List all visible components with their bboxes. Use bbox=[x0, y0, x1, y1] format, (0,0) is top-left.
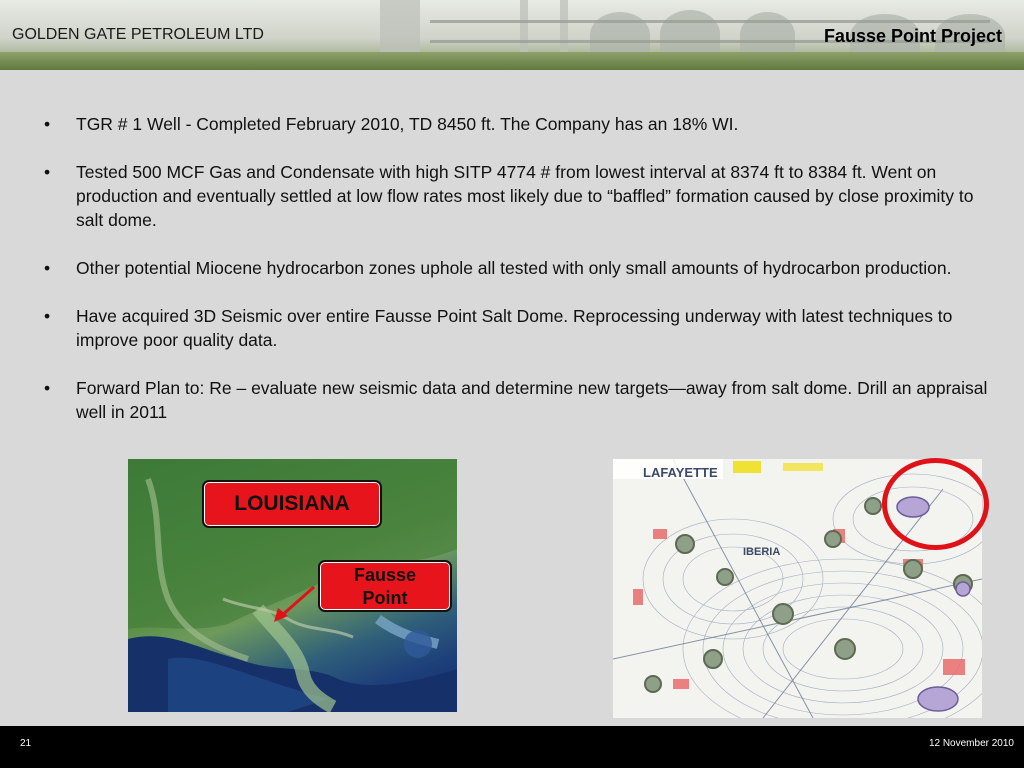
bullet-marker: • bbox=[44, 162, 51, 182]
bullet-item bbox=[44, 376, 994, 424]
louisiana-label: LOUISIANA bbox=[202, 480, 382, 528]
fausse-point-label bbox=[318, 560, 452, 612]
footer-bar bbox=[0, 726, 1024, 768]
bullet-item bbox=[44, 112, 994, 136]
highlight-circle bbox=[882, 458, 989, 550]
background-tank bbox=[660, 10, 720, 58]
bullet-marker: • bbox=[44, 306, 51, 326]
background-structure bbox=[380, 0, 420, 55]
page-number: 21 bbox=[20, 738, 32, 749]
bullet-text: TGR # 1 Well - Completed February 2010, TD 8450 ft. The Company has an 18% WI. bbox=[76, 114, 739, 134]
bullet-text: Tested 500 MCF Gas and Condensate with high SITP 4774 # from lowest interval at 8374 ft to 8384 ft. Went on production and eventually settled at low flow rates most likely due to “baffled” formation caused by close proximity to salt dome. bbox=[76, 162, 974, 230]
background-field bbox=[0, 52, 1024, 70]
background-structure bbox=[520, 0, 528, 60]
location-arrow-icon bbox=[268, 584, 318, 624]
project-title: Fausse Point Project bbox=[823, 26, 1002, 46]
bullet-text: Have acquired 3D Seismic over entire Fausse Point Salt Dome. Reprocessing underway with latest techniques to improve poor quality data. bbox=[76, 306, 953, 350]
iberia-label: IBERIA bbox=[743, 546, 781, 558]
header-banner bbox=[0, 0, 1024, 70]
footer-date: 12 November 2010 bbox=[928, 738, 1014, 749]
company-name: GOLDEN GATE PETROLEUM LTD bbox=[12, 26, 264, 43]
bullet-text: Other potential Miocene hydrocarbon zones uphole all tested with only small amounts of hydrocarbon production. bbox=[76, 258, 952, 278]
bullet-marker: • bbox=[44, 258, 51, 278]
bullet-marker: • bbox=[44, 114, 51, 134]
bullet-marker: • bbox=[44, 378, 51, 398]
louisiana-satellite-map bbox=[128, 459, 457, 712]
bullet-item bbox=[44, 256, 994, 280]
bullet-list bbox=[44, 112, 994, 448]
fausse-point-label-line2: Point bbox=[362, 588, 408, 608]
bullet-item bbox=[44, 160, 994, 232]
fausse-point-label-line1: Fausse bbox=[353, 565, 417, 585]
bullet-text: Forward Plan to: Re – evaluate new seismic data and determine new targets—away from salt dome. Drill an appraisal well in 2011 bbox=[76, 378, 988, 422]
background-structure bbox=[560, 0, 568, 60]
bullet-item bbox=[44, 304, 994, 352]
background-pipe bbox=[430, 20, 990, 23]
lafayette-label: LAFAYETTE bbox=[643, 465, 718, 480]
